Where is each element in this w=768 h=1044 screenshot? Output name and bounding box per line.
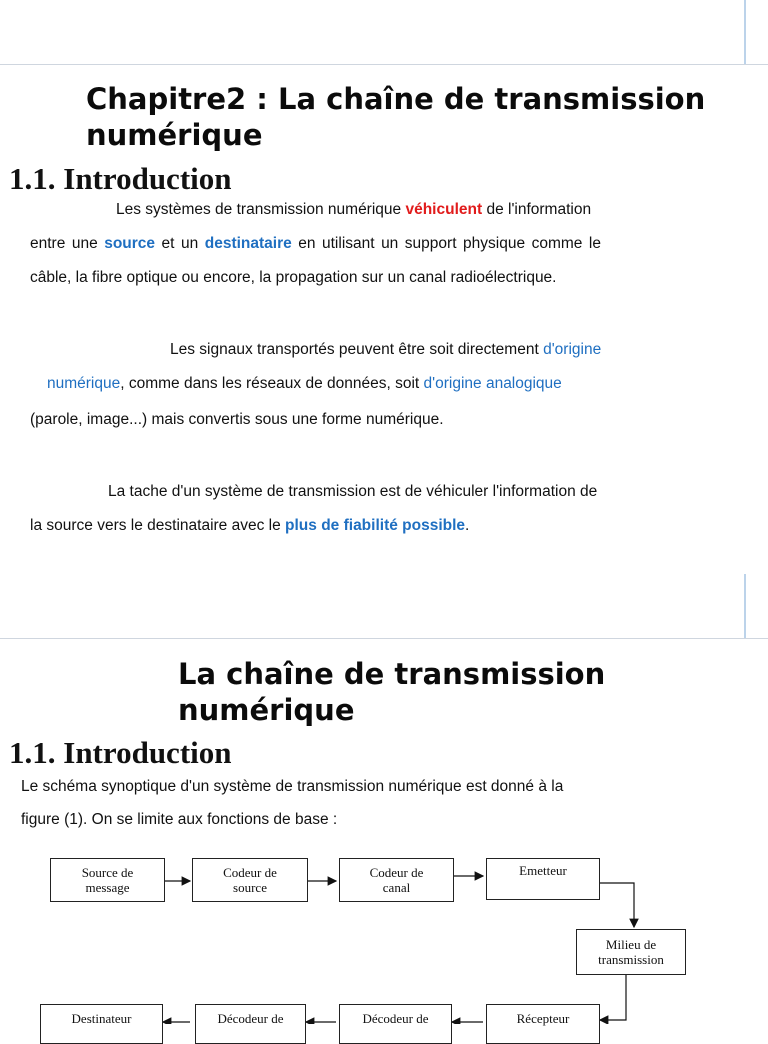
block-emetteur <box>486 858 600 900</box>
block-label: Récepteur <box>516 1011 570 1026</box>
text: de l'information <box>482 201 592 218</box>
highlight-origine: d'origine <box>543 341 602 358</box>
title-line-2: numérique <box>178 693 355 727</box>
paragraph-1-line-2 <box>30 234 601 254</box>
slide-edge <box>744 574 746 638</box>
block-decodeur-source <box>195 1004 306 1044</box>
highlight-numerique: numérique <box>47 375 121 392</box>
paragraph-3-line-2 <box>30 516 469 536</box>
section-heading: 1.1. Introduction <box>9 735 232 770</box>
highlight-source: source <box>104 235 156 252</box>
paragraph-2-line-1 <box>170 340 601 360</box>
highlight-destinataire: destinataire <box>204 235 292 252</box>
text: . <box>465 517 470 534</box>
title-line-1: Chapitre2 : La chaîne de transmission <box>86 82 706 116</box>
highlight-fiabilite: plus de fiabilité possible <box>285 517 466 534</box>
paragraph-3-line-1: La tache d'un système de transmission est de véhiculer l'information de <box>108 483 598 500</box>
block-recepteur <box>486 1004 600 1044</box>
paragraph-1-line-3: câble, la fibre optique ou encore, la propagation sur un canal radioélectrique. <box>30 269 557 286</box>
text: Les signaux transportés peuvent être soit directement <box>170 341 544 358</box>
paragraph-2-line-2 <box>47 374 562 394</box>
highlight-origine-analogique: d'origine analogique <box>423 375 562 392</box>
slide-1 <box>0 66 768 639</box>
title-line-2: numérique <box>86 118 263 152</box>
intro-line-1: Le schéma synoptique d'un système de transmission numérique est donné à la <box>21 778 564 795</box>
block-milieu-transmission <box>576 929 686 975</box>
arrow <box>600 883 634 927</box>
block-label: message <box>85 880 130 895</box>
paragraph-2-line-3: (parole, image...) mais convertis sous une forme numérique. <box>30 411 444 428</box>
block-destinateur <box>40 1004 163 1044</box>
block-label: Source de <box>81 865 134 880</box>
block-label: Décodeur de <box>217 1011 284 1026</box>
text: et un <box>155 235 205 252</box>
block-label: Emetteur <box>519 863 567 878</box>
text: Les systèmes de transmission numérique <box>116 201 406 218</box>
block-label: canal <box>382 880 411 895</box>
block-source-message <box>50 858 165 902</box>
block-label: Décodeur de <box>362 1011 429 1026</box>
block-label: Milieu de <box>605 937 657 952</box>
title-line-1: La chaîne de transmission <box>178 657 606 691</box>
block-codeur-canal <box>339 858 454 902</box>
block-codeur-source <box>192 858 308 902</box>
slide-1-title <box>86 81 705 153</box>
text: en utilisant un support physique comme le <box>291 235 601 252</box>
block-decodeur-canal <box>339 1004 452 1044</box>
text: la source vers le destinataire avec le <box>30 517 286 534</box>
section-heading: 1.1. Introduction <box>9 161 232 196</box>
slide-edge <box>744 0 746 64</box>
block-label: Destinateur <box>71 1011 132 1026</box>
slide-2 <box>0 640 768 1024</box>
intro-line-2: figure (1). On se limite aux fonctions de base : <box>21 811 338 828</box>
previous-slide-fragment <box>0 0 768 65</box>
arrow <box>600 975 626 1020</box>
highlight-vehiculent: véhiculent <box>405 201 483 218</box>
block-label: source <box>233 880 267 895</box>
paragraph-1-line-1 <box>116 200 591 220</box>
block-label: Codeur de <box>223 865 277 880</box>
text: , comme dans les réseaux de données, soit <box>120 375 424 392</box>
block-label: transmission <box>598 952 664 967</box>
text: entre une <box>30 235 105 252</box>
block-label: Codeur de <box>369 865 424 880</box>
